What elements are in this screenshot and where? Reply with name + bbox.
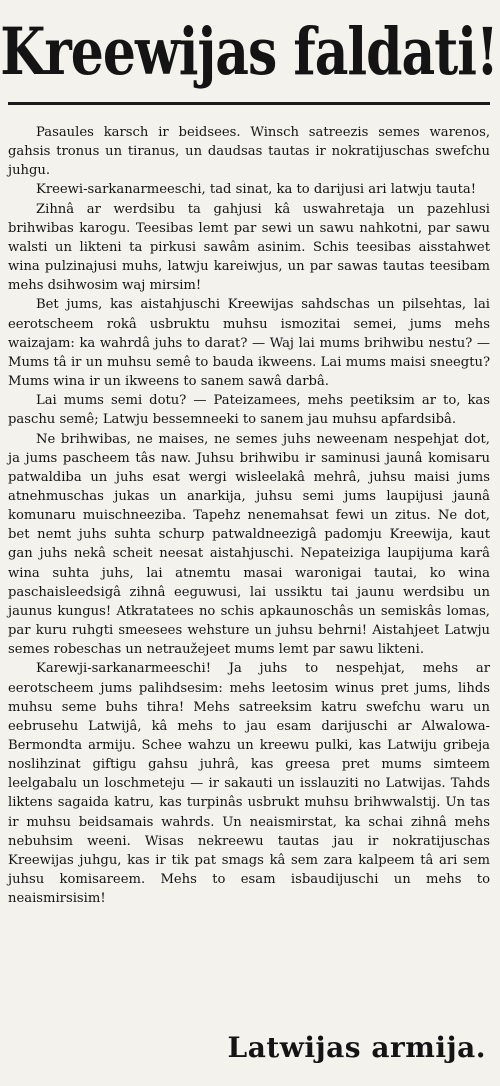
paragraph: Bet jums, kas aistahjuschi Kreewijas sahdschas un pilsehtas, lai eerotscheem rokâ usbruktu muhsu ismozitai semei, jums mehs waizajam: ka wahrdâ juhs to darat? — Waj lai mums brihwibu nestu? — Mums tâ ir un muhsu semê to bauda ikweens. Lai mums maisi sneegtu? Mums wina ir un ikweens to sanem sawâ darbâ. (8, 297, 490, 390)
paragraph: Kreewi-sarkanarmeeschi, tad sinat, ka to darijusi ari latwju tauta! (36, 182, 476, 198)
leaflet-body (8, 123, 490, 908)
headline: Kreewijas faldati! (0, 14, 498, 91)
signature: Latwijas armija. (227, 1031, 486, 1064)
paragraph: Karewji-sarkanarmeeschi! Ja juhs to nespehjat, mehs ar eerotscheem jums palihdsesim: mehs leetosim winus pret jums, lihds muhsu seme buhs tihra! Mehs satreeksim katru swefchu waru un eebrusehu Latwijâ, kâ mehs to jau esam darijuschi ar Alwalowa-Bermondta armiju. Schee wahzu un kreewu pulki, kas Latwiju gribeja noslihzinat giftigu gahsu juhrâ, kas greesa pret mums simteem leelgabalu un loschmeteju — ir sakauti un isslauziti no Latwijas. Tahds liktens sagaida katru, kas turpinâs usbrukt muhsu brihwwalstij. Un tas ir muhsu beidsamais wahrds. Un neaismirstat, ka schai zihnâ mehs nebuhsim weeni. Wisas nekreewu tautas jau ir nokratijuschas Kreewijas juhgu, kas ir tik pat smags kâ sem zara kalpeem tâ ari sem juhsu komisareem. Mehs to esam isbaudijuschi un mehs to neaismirsisim! (8, 661, 490, 907)
paragraph: Pasaules karsch ir beidsees. Winsch satreezis semes warenos, gahsis tronus un tiranus, un daudsas tautas ir nokratijuschas swefchu juhgu. (8, 125, 490, 179)
paragraph: Lai mums semi dotu? — Pateizamees, mehs peetiksim ar to, kas paschu semê; Latwju bessemneeki to sanem jau muhsu apfardsibâ. (8, 393, 490, 428)
paragraph: Ne brihwibas, ne maises, ne semes juhs neweenam nespehjat dot, ja jums pascheem tâs naw. Juhsu brihwibu ir saminusi jaunâ komisaru patwaldiba un juhs esat wergi wisleelakâ mehrâ, juhsu maisi jums atnehmuschas jukas un anarkija, juhsu semi jums laupijusi jaunâ komunaru muischneeziba. Tapehz nenemahsat fewi un zitus. Ne dot, bet nemt juhs suhta schurp patwaldneezigâ padomju Kreewija, kaut gan juhs nekâ scheit neesat aistahjuschi. Nepateiziga laupijuma karâ wina suhta juhs, lai atnemtu masai waronigai tautai, ko wina paschaisleedsigâ zihnâ eeguwusi, lai ussiktu tai jaunu werdsibu un jaunus kungus! Atkratatees no schis apkaunoschâs un semiskâs lomas, par kuru ruhgti smeesees wehsture un juhsu behrni! Aistahjeet Latwju semes robeschas un netraužejeet mums lemt par sawu likteni. (8, 431, 490, 658)
paragraph: Zihnâ ar werdsibu ta gahjusi kâ uswahretaja un pazehlusi brihwibas karogu. Teesibas lemt par sewi un sawu nahkotni, par sawu walsti un likteni ta pirkusi sawâm asinim. Schis teesibas aisstahwet wina pulzinajusi muhs, latwju kareiwjus, un par sawas tautas teesibam mehs dsihwosim waj mirsim! (8, 201, 490, 294)
